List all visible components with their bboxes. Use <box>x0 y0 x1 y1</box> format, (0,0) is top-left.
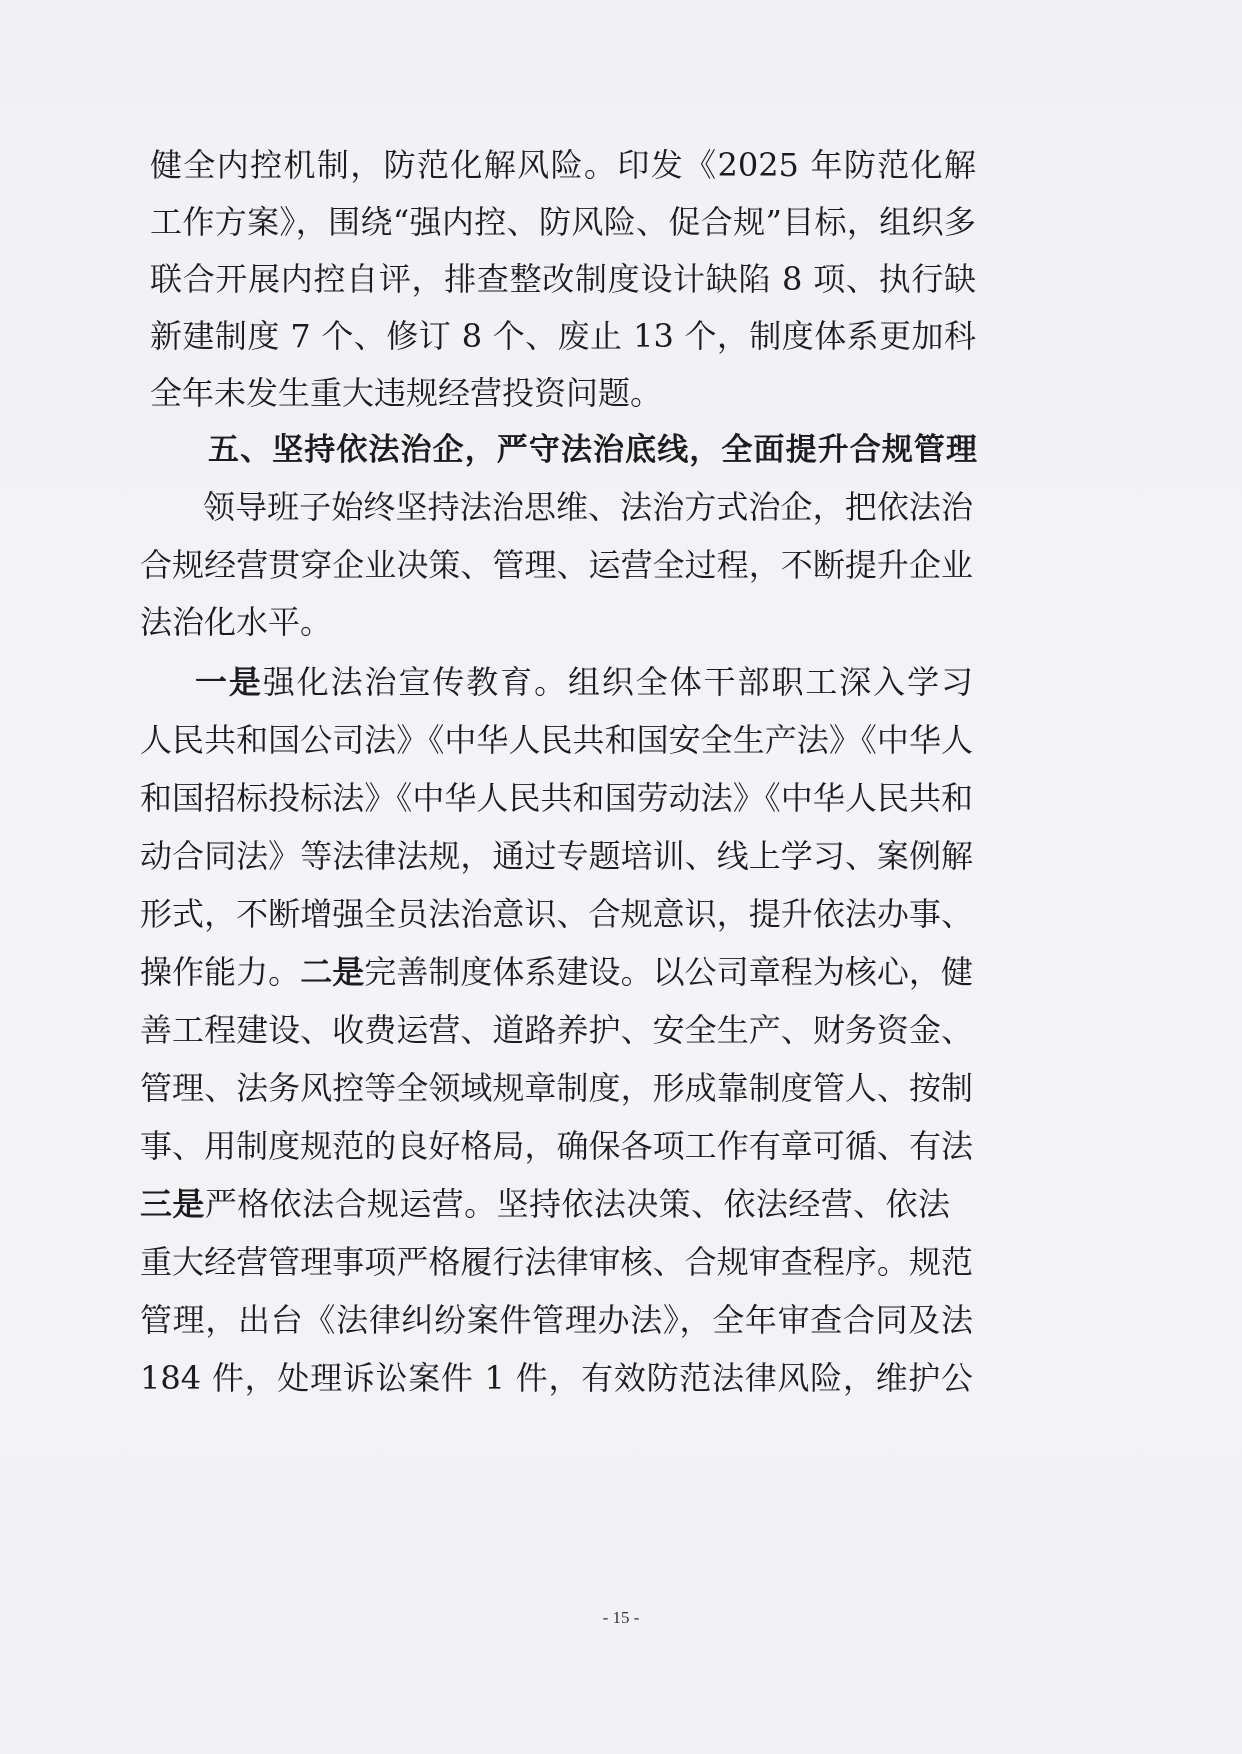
body-line-18: 事、用制度规范的良好格局，确保各项工作有章可循、有法 <box>140 1127 973 1165</box>
body-line-1: 健全内控机制，防范化解风险。印发《2025 年防范化解 <box>150 146 976 184</box>
line-15-text-a: 操作能力。 <box>140 953 301 991</box>
body-line-9: 法治化水平。 <box>140 603 333 641</box>
point-three-text: 严格依法合规运营。坚持依法决策、依法经营、依法 <box>204 1185 950 1223</box>
section-heading: 五、坚持依法治企，严守法治底线，全面提升合规管理 <box>208 432 978 468</box>
body-line-7: 领导班子始终坚持法治思维、法治方式治企，把依法治 <box>203 488 973 526</box>
body-line-11: 人民共和国公司法》《中华人民共和国安全生产法》《中华人 <box>140 721 973 759</box>
body-line-8: 合规经营贯穿企业决策、管理、运营全过程，不断提升企业 <box>140 546 973 584</box>
body-line-13: 动合同法》等法律法规，通过专题培训、线上学习、案例解 <box>140 837 973 875</box>
point-one-text: 强化法治宣传教育。组织全体干部职工深入学习 <box>262 663 973 701</box>
body-line-19 <box>140 1182 950 1226</box>
body-line-17: 管理、法务风控等全领域规章制度，形成靠制度管人、按制 <box>140 1069 973 1107</box>
body-line-14: 形式，不断增强全员法治意识、合规意识，提升依法办事、 <box>140 895 973 933</box>
body-line-5: 全年未发生重大违规经营投资问题。 <box>150 374 663 412</box>
body-line-16: 善工程建设、收费运营、道路养护、安全生产、财务资金、 <box>140 1011 973 1049</box>
body-line-3: 联合开展内控自评，排查整改制度设计缺陷 8 项、执行缺 <box>150 260 976 298</box>
line-15-text-b: 完善制度体系建设。以公司章程为核心，健 <box>364 953 973 991</box>
body-line-22: 184 件，处理诉讼案件 1 件，有效防范法律风险，维护公 <box>140 1359 973 1397</box>
page-number: - 15 - <box>602 1608 640 1627</box>
body-line-12: 和国招标投标法》《中华人民共和国劳动法》《中华人民共和 <box>140 779 973 817</box>
body-line-4: 新建制度 7 个、修订 8 个、废止 13 个，制度体系更加科 <box>150 317 976 355</box>
point-two-label: 二是 <box>300 953 365 991</box>
body-line-20: 重大经营管理事项严格履行法律审核、合规审查程序。规范 <box>140 1243 973 1281</box>
body-line-21: 管理，出台《法律纠纷案件管理办法》，全年审查合同及法 <box>140 1301 973 1339</box>
point-one-label: 一是 <box>195 663 263 701</box>
body-line-2: 工作方案》，围绕“强内控、防风险、促合规”目标，组织多 <box>150 203 976 241</box>
body-line-15 <box>140 950 973 994</box>
point-three-label: 三是 <box>140 1185 205 1223</box>
body-line-10 <box>195 660 973 704</box>
